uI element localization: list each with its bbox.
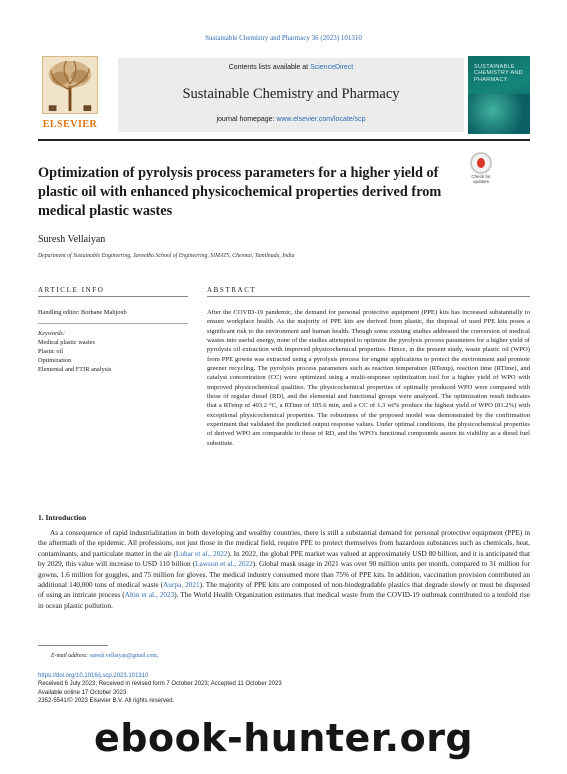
journal-masthead [38, 52, 530, 135]
contents-line [118, 64, 464, 71]
copyright: 2352-5541/© 2023 Elsevier B.V. All rights reserved. [38, 697, 175, 704]
introduction-paragraph [38, 528, 530, 611]
email-label: E-mail address: [51, 653, 88, 659]
footnote-rule [38, 645, 108, 646]
publication-footer [38, 672, 282, 705]
journal-title: Sustainable Chemistry and Pharmacy [182, 86, 400, 102]
citation-link[interactable]: Luhar et al., 2022 [175, 549, 228, 558]
introduction-heading: 1. Introduction [38, 513, 87, 522]
cover-title: SUSTAINABLE CHEMISTRY AND PHARMACY [474, 64, 523, 83]
author-affiliation: Department of Sustainable Engineering, Saveetha School of Engineering, SIMATS, Chennai, Tamilnadu, India [38, 253, 295, 259]
email-link[interactable]: suresh.vellaiyan@gmail.com [89, 653, 157, 659]
article-info-separator [38, 323, 188, 324]
available-online: Available online 17 October 2023 [38, 689, 127, 696]
check-updates-icon [470, 152, 492, 174]
author-name[interactable]: Suresh Vellaiyan [38, 234, 106, 245]
keyword-item: Elemental and FTIR analysis [38, 366, 112, 373]
intro-text: As a consequence of rapid industrialization in both developing and wealthy countries, there is still a substantial demand for personal protective equipment (PPE) in the aftermath of the epidemic. All professions, not just those in the medical field, require PPE to protect themselves from hazardous substances such as chemicals, heat, contaminants, and particulate matter in the air ( [38, 529, 530, 558]
article-info-heading: ARTICLE INFO [38, 286, 105, 294]
keyword-item: Plastic oil [38, 348, 64, 355]
article-info [38, 302, 188, 374]
email-footnote [51, 653, 158, 659]
abstract-text: After the COVID-19 pandemic, the demand for personal protective equipment (PPE) kits has increased substantially to ensure workplace health. As the majority of PPE kits are derived from plastic, the disposal of used PPE kits poses a significant risk to the environment and human health. Though some existing studies addressed the conversion of medical wastes into useful energy, none of the studies attempted to optimize the pyrolysis process parameters for a higher yield of pyrolysis oil extraction with improved physicochemical properties. Hence, in the present study, waste plastic oil (WPO) from PPE gowns was extracted using a pyrolysis process for engine applications to protect the environment and promote greener recycling. The pyrolysis process parameters such as reaction temperature (RTemp), reaction time (RTime), and catalyst concentration (CC) were optimized using a multi-response optimization tool for a higher yield of WPO with improved physicochemical qualities. The physicochemical properties of optimally produced WPO were compared with those of regular diesel (RD), and the elemental and functional groups were analyzed. The optimization result indicates that a RTemp of 403.2 °C, a RTime of 105.6 min, and a CC of 1.3 wt% produce the highest yield of WPO (81.2%) with exceptional physicochemical properties. The robustness of the proposed model was demonstrated by the confirmation experiment that validated the predicted output response values. Under optimal conditions, the physicochemical properties of derived WPO are comparable to those of RD, and the WPO's functional compounds assure its viability as a diesel fuel substitute. [207, 309, 530, 447]
elsevier-logo[interactable] [38, 56, 102, 132]
masthead-rule [38, 139, 530, 141]
citation-link[interactable]: Altin et al., 2023 [124, 591, 175, 600]
keywords-label: Keywords: [38, 330, 66, 337]
homepage-line [118, 116, 464, 123]
check-updates-label: Check for updates [471, 174, 491, 184]
cover-graphic [468, 94, 530, 134]
article-title: Optimization of pyrolysis process parameters for a higher yield of plastic oil with enhanced physicochemical properties derived from medical plastic wastes [38, 165, 442, 219]
contents-prefix: Contents lists available at [228, 64, 311, 71]
elsevier-wordmark: ELSEVIER [42, 119, 98, 130]
citation-link[interactable]: Lawson et al., 2022 [195, 560, 253, 569]
journal-homepage-link[interactable]: www.elsevier.com/locate/scp [276, 116, 366, 123]
article-info-rule [38, 296, 188, 297]
keyword-item: Optimization [38, 357, 72, 364]
handling-editor: Handling editor: Borhane Mahjoub [38, 309, 127, 316]
elsevier-tree-icon [42, 56, 98, 114]
intro-text: ). The World Health Organization estimates that medical waste from the COVID-19 outbreak contributed to a tenfold rise in ocean plastic pollution. [38, 591, 530, 610]
homepage-prefix: journal homepage: [216, 116, 277, 123]
watermark-text: ebook-hunter.org [94, 716, 474, 760]
citation-link[interactable]: Aurpa, 2021 [163, 581, 200, 590]
masthead-center [118, 58, 464, 132]
intro-text: ). The majority of PPE kits are composed of non-biodegradable plastics that degrade slowly or must be disposed of using an intricate process ( [38, 581, 530, 600]
intro-text: ). Global mask usage in 2021 was over 90 million units per month, compared to 31 million for gowns, 1.6 million for goggles, and 75 million for gloves. The medical industry consumed more than 75% of PPE kits. In addition, vaccination provision contributed an additional 140,000 tons of medical waste ( [38, 560, 530, 590]
journal-reference: Sustainable Chemistry and Pharmacy 36 (2023) 101310 [205, 34, 362, 42]
doi-link[interactable]: https://doi.org/10.1016/j.scp.2023.101310 [38, 673, 149, 679]
email-suffix: . [156, 653, 159, 659]
intro-text: ). In 2022, the global PPE market was valued at approximately USD 80 billion, and it is anticipated that by 2029, this value will increase to USD 110 billion ( [38, 549, 530, 569]
journal-cover-image[interactable] [468, 56, 530, 134]
received-dates: Received 6 July 2023; Received in revised form 7 October 2023; Accepted 11 October 2023 [38, 681, 282, 688]
check-for-updates-button[interactable] [466, 152, 496, 184]
sciencedirect-link[interactable]: ScienceDirect [310, 64, 354, 71]
abstract-rule [207, 296, 530, 297]
abstract-heading: ABSTRACT [207, 286, 257, 294]
keyword-item: Medical plastic wastes [38, 339, 96, 346]
